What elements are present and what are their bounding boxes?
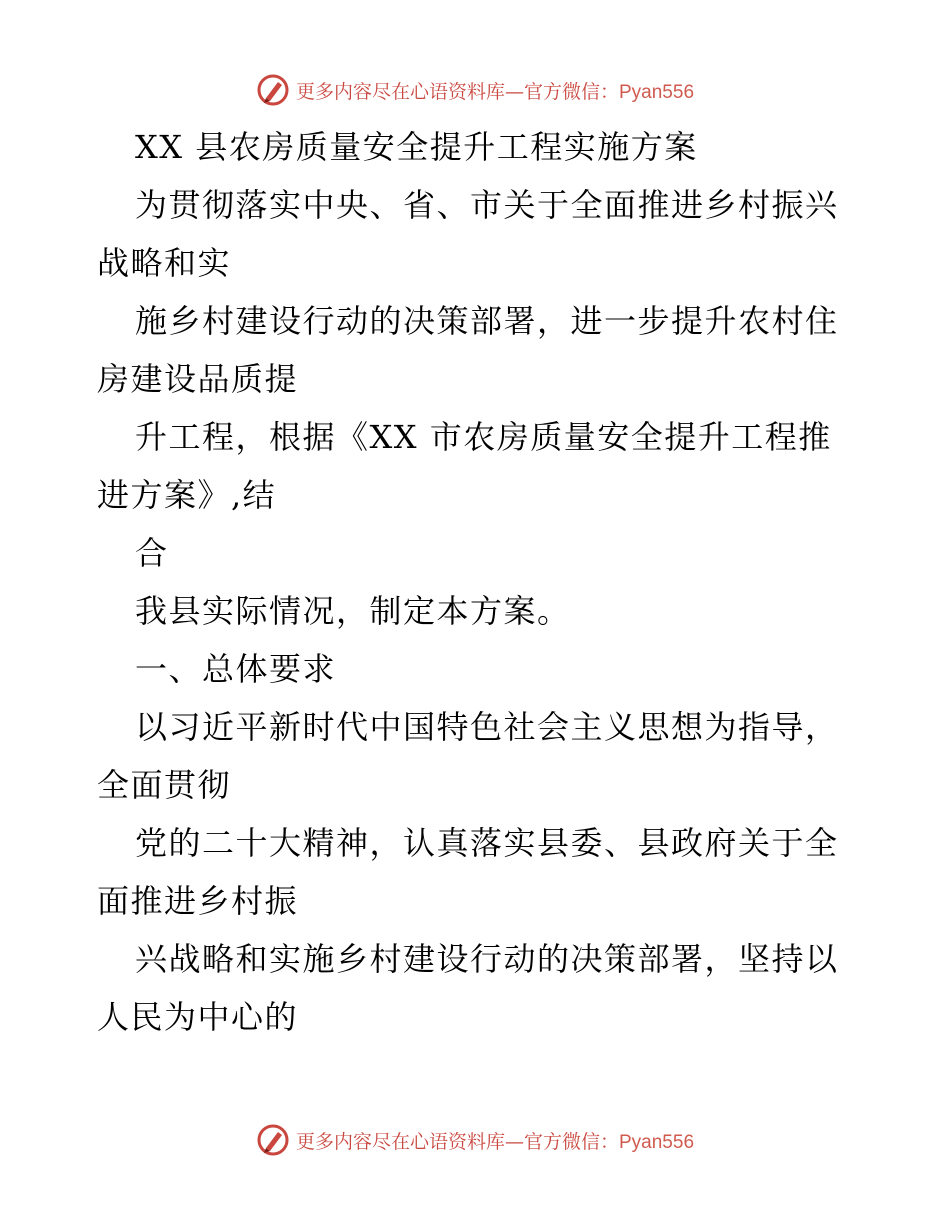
paragraph-line: 为贯彻落实中央、省、市关于全面推进乡村振兴: [135, 186, 839, 224]
pen-logo-icon: [256, 1123, 290, 1157]
paragraph-line: 战略和实: [97, 244, 232, 282]
header-watermark: [0, 70, 950, 110]
paragraph-line: 兴战略和实施乡村建设行动的决策部署，坚持以: [135, 940, 839, 978]
watermark-text: 更多内容尽在心语资料库—官方微信：Pyan556: [295, 80, 695, 103]
paragraph-line: 房建设品质提: [97, 360, 299, 398]
paragraph-line: 我县实际情况，制定本方案。: [135, 592, 571, 630]
paragraph-line: 人民为中心的: [97, 998, 299, 1036]
paragraph-line: 进方案》,结: [97, 476, 277, 514]
paragraph-line: 全面贯彻: [97, 766, 232, 804]
paragraph-line: 升工程，根据《XX 市农房质量安全提升工程推: [135, 418, 832, 456]
paragraph-line: 党的二十大精神，认真落实县委、县政府关于全: [135, 824, 839, 862]
watermark-text: 更多内容尽在心语资料库—官方微信：Pyan556: [295, 1130, 695, 1153]
paragraph-line: 施乡村建设行动的决策部署，进一步提升农村住: [135, 302, 839, 340]
paragraph-line: 面推进乡村振: [97, 882, 299, 920]
paragraph-line: 以习近平新时代中国特色社会主义思想为指导，: [135, 708, 839, 746]
paragraph-line: 合: [135, 534, 169, 572]
footer-watermark: [0, 1120, 950, 1160]
pen-logo-icon: [256, 73, 290, 107]
section-heading: 一、总体要求: [135, 650, 337, 688]
document-title: XX 县农房质量安全提升工程实施方案: [135, 128, 698, 166]
